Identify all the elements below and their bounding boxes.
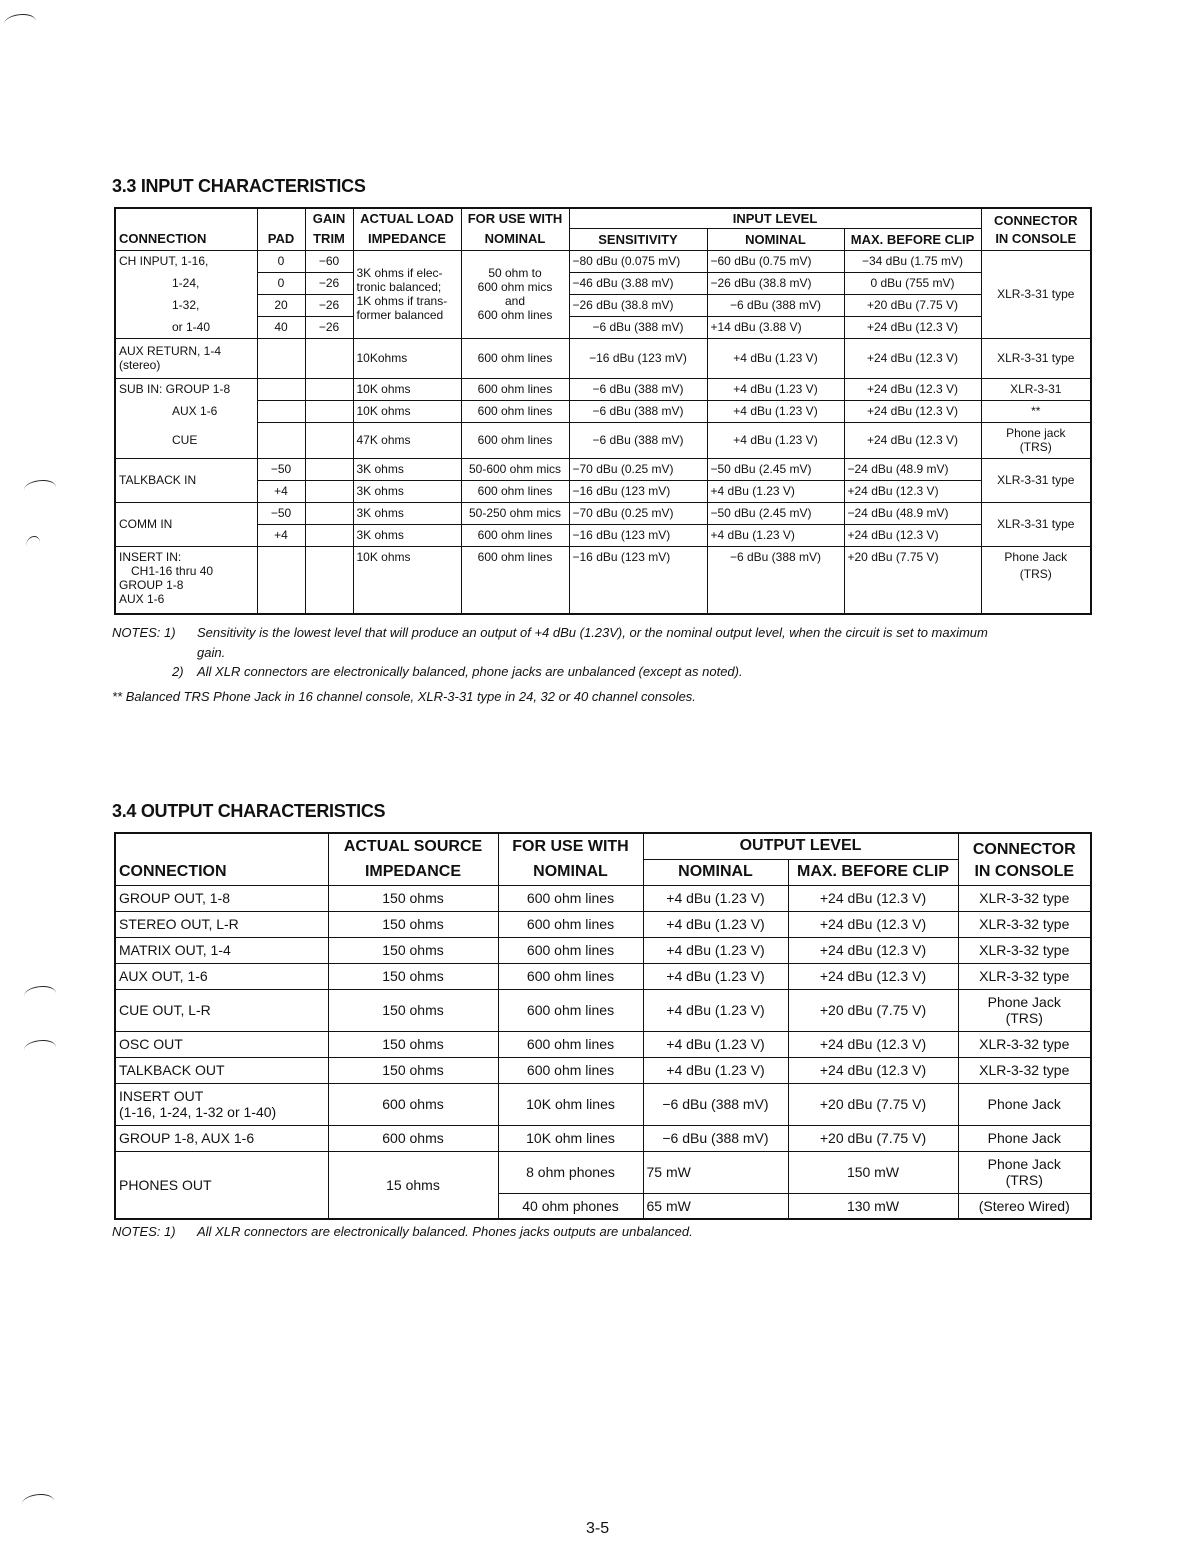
nominal-value: +4 dBu (1.23 V) [643,911,788,937]
header-load: ACTUAL LOAD [353,208,461,228]
connector-value: ** [981,400,1091,422]
ch-input-name: 1-24, [115,272,257,294]
nominal-value: +4 dBu (1.23 V) [707,480,844,502]
pad-value: 0 [257,250,305,272]
max-clip-value: −34 dBu (1.75 mV) [844,250,981,272]
header-impedance: IMPEDANCE [353,228,461,250]
sensitivity-value: −46 dBu (3.88 mV) [569,272,707,294]
scan-mark [24,1040,56,1057]
impedance-value: 600 ohms [328,1083,498,1125]
max-clip-value: +24 dBu (12.3 V) [844,400,981,422]
table-row [115,937,1091,963]
table-row [115,1083,1091,1125]
max-clip-value: +24 dBu (12.3 V) [788,885,958,911]
header-connector: CONNECTOR [981,208,1091,228]
connector-value: XLR-3-31 [981,378,1091,400]
table-row [115,911,1091,937]
output-note-1: All XLR connectors are electronically balanced. Phones jacks outputs are unbalanced. [197,1224,693,1239]
pad-value: 0 [257,272,305,294]
nominal-value: +4 dBu (1.23 V) [707,378,844,400]
max-clip-value: 0 dBu (755 mV) [844,272,981,294]
sensitivity-value: −6 dBu (388 mV) [569,378,707,400]
max-clip-value: +24 dBu (12.3 V) [844,316,981,338]
pad-value: +4 [257,524,305,546]
sensitivity-value: −16 dBu (123 mV) [569,524,707,546]
max-clip-value: +24 dBu (12.3 V) [788,1031,958,1057]
table-row [115,885,1091,911]
pad-value: 20 [257,294,305,316]
max-clip-value: +24 dBu (12.3 V) [844,338,981,378]
sensitivity-value: −16 dBu (123 mV) [569,546,707,614]
header-output-level: OUTPUT LEVEL [643,833,958,859]
header-max-clip: MAX. BEFORE CLIP [788,859,958,885]
header-gain: GAIN [305,208,353,228]
connector-value: Phone Jack [958,1083,1091,1125]
use-value: 10K ohm lines [498,1083,643,1125]
header-connection: CONNECTION [115,228,257,250]
impedance-value: 600 ohms [328,1125,498,1151]
impedance-value: 3K ohms [353,524,461,546]
ch-input-use-with: 50 ohm to 600 ohm mics and 600 ohm lines [461,250,569,338]
output-name: GROUP OUT, 1-8 [115,885,328,911]
use-value: 10K ohm lines [498,1125,643,1151]
header-nominal: NOMINAL [498,859,643,885]
impedance-value: 150 ohms [328,911,498,937]
impedance-value: 150 ohms [328,989,498,1031]
nominal-value: −6 dBu (388 mV) [643,1083,788,1125]
impedance-value: 47K ohms [353,422,461,458]
comm-connector: XLR-3-31 type [981,502,1091,546]
table-row [115,1125,1091,1151]
connector-value: XLR-3-32 type [958,1057,1091,1083]
connector-value: XLR-3-31 type [981,338,1091,378]
output-name: PHONES OUT [115,1151,328,1219]
insert-in-name: INSERT IN: CH1-16 thru 40 GROUP 1-8 AUX 1-6 [115,546,257,614]
scan-mark [24,480,56,497]
connector-value: XLR-3-32 type [958,885,1091,911]
nominal-value: +4 dBu (1.23 V) [707,400,844,422]
table-row [115,1151,1091,1193]
nominal-value: −50 dBu (2.45 mV) [707,502,844,524]
max-clip-value: +24 dBu (12.3 V) [788,937,958,963]
impedance-value: 150 ohms [328,1031,498,1057]
ch-input-impedance: 3K ohms if elec- tronic balanced; 1K ohms if trans- former balanced [353,250,461,338]
nominal-value: +4 dBu (1.23 V) [643,963,788,989]
header-trim: TRIM [305,228,353,250]
nominal-value: +14 dBu (3.88 V) [707,316,844,338]
input-note-2: All XLR connectors are electronically balanced, phone jacks are unbalanced (except as noted). [197,664,743,679]
output-name: CUE OUT, L-R [115,989,328,1031]
table-row [115,963,1091,989]
connector-value: XLR-3-32 type [958,937,1091,963]
impedance-value: 10K ohms [353,400,461,422]
sensitivity-value: −16 dBu (123 mV) [569,480,707,502]
sensitivity-value: −6 dBu (388 mV) [569,422,707,458]
sub-in-cue-name: CUE [115,422,257,458]
use-value: 600 ohm lines [498,911,643,937]
use-value: 600 ohm lines [461,422,569,458]
impedance-value: 150 ohms [328,1057,498,1083]
max-clip-value: +24 dBu (12.3 V) [844,480,981,502]
nominal-value: +4 dBu (1.23 V) [643,937,788,963]
nominal-value: −6 dBu (388 mV) [707,294,844,316]
connector-value: XLR-3-32 type [958,1031,1091,1057]
max-clip-value: +20 dBu (7.75 V) [788,1083,958,1125]
scan-mark [24,986,56,1003]
input-section-title: 3.3 INPUT CHARACTERISTICS [112,176,366,196]
nominal-value: −26 dBu (38.8 mV) [707,272,844,294]
impedance-value: 3K ohms [353,502,461,524]
nominal-value: +4 dBu (1.23 V) [707,338,844,378]
max-clip-value: +24 dBu (12.3 V) [788,1057,958,1083]
input-characteristics-table [114,207,1092,615]
max-clip-value: +20 dBu (7.75 V) [844,294,981,316]
header-connector: CONNECTOR [958,833,1091,859]
sub-in-name: SUB IN: GROUP 1-8 [115,378,257,400]
header-impedance: IMPEDANCE [328,859,498,885]
table-row [115,1031,1091,1057]
sensitivity-value: −6 dBu (388 mV) [569,316,707,338]
nominal-value: +4 dBu (1.23 V) [707,524,844,546]
output-section-title: 3.4 OUTPUT CHARACTERISTICS [112,801,386,821]
connector-value: Phone Jack (TRS) [981,546,1091,614]
max-clip-value: +20 dBu (7.75 V) [788,989,958,1031]
connector-value: XLR-3-32 type [958,963,1091,989]
connector-value: Phone Jack [958,1125,1091,1151]
use-value: 600 ohm lines [498,963,643,989]
impedance-value: 10Kohms [353,338,461,378]
impedance-value: 10K ohms [353,378,461,400]
trim-value: −26 [305,316,353,338]
use-value: 40 ohm phones [498,1193,643,1219]
max-clip-value: +20 dBu (7.75 V) [788,1125,958,1151]
output-name: MATRIX OUT, 1-4 [115,937,328,963]
ch-input-name: or 1-40 [115,316,257,338]
output-name: STEREO OUT, L-R [115,911,328,937]
use-value: 600 ohm lines [461,546,569,614]
use-value: 600 ohm lines [461,338,569,378]
use-value: 600 ohm lines [498,937,643,963]
use-value: 600 ohm lines [461,378,569,400]
max-clip-value: −24 dBu (48.9 mV) [844,458,981,480]
input-note-1: Sensitivity is the lowest level that will produce an output of +4 dBu (1.23V), or the nominal output level, when the circuit is set to maximum [197,625,988,640]
output-name: GROUP 1-8, AUX 1-6 [115,1125,328,1151]
use-value: 600 ohm lines [498,1031,643,1057]
max-clip-value: +20 dBu (7.75 V) [844,546,981,614]
talkback-connector: XLR-3-31 type [981,458,1091,502]
max-clip-value: +24 dBu (12.3 V) [844,422,981,458]
output-characteristics-table [114,832,1092,1220]
scan-mark [26,536,40,553]
trim-value: −26 [305,272,353,294]
sensitivity-value: −26 dBu (38.8 mV) [569,294,707,316]
nominal-value: −6 dBu (388 mV) [707,546,844,614]
comm-in-name: COMM IN [115,502,257,546]
use-value: 600 ohm lines [461,480,569,502]
pad-value: −50 [257,502,305,524]
input-note-2-label: 2) [172,664,184,679]
header-in-console: IN CONSOLE [958,859,1091,885]
nominal-value: +4 dBu (1.23 V) [707,422,844,458]
ch-input-name: 1-32, [115,294,257,316]
impedance-value: 3K ohms [353,458,461,480]
impedance-value: 10K ohms [353,546,461,614]
use-value: 8 ohm phones [498,1151,643,1193]
scan-mark [4,14,36,31]
connector-value: Phone Jack (TRS) [958,989,1091,1031]
sensitivity-value: −70 dBu (0.25 mV) [569,502,707,524]
trim-value: −60 [305,250,353,272]
ch-input-connector: XLR-3-31 type [981,250,1091,338]
header-connection: CONNECTION [115,859,328,885]
trim-value: −26 [305,294,353,316]
nominal-value: −6 dBu (388 mV) [643,1125,788,1151]
sub-in-aux-name: AUX 1-6 [115,400,257,422]
ch-input-name: CH INPUT, 1-16, [115,250,257,272]
table-row [115,1057,1091,1083]
header-use: FOR USE WITH [461,208,569,228]
impedance-value: 15 ohms [328,1151,498,1219]
output-name: TALKBACK OUT [115,1057,328,1083]
header-nominal: NOMINAL [461,228,569,250]
nominal-value: +4 dBu (1.23 V) [643,1031,788,1057]
nominal-value: −60 dBu (0.75 mV) [707,250,844,272]
nominal-value: −50 dBu (2.45 mV) [707,458,844,480]
header-source: ACTUAL SOURCE [328,833,498,859]
max-clip-value: +24 dBu (12.3 V) [788,911,958,937]
input-note-3: ** Balanced TRS Phone Jack in 16 channel console, XLR-3-31 type in 24, 32 or 40 channel consoles. [112,689,696,704]
connector-value: (Stereo Wired) [958,1193,1091,1219]
nominal-value: 75 mW [643,1151,788,1193]
connector-value: Phone Jack (TRS) [958,1151,1091,1193]
use-value: 600 ohm lines [498,885,643,911]
use-value: 50-250 ohm mics [461,502,569,524]
pad-value: +4 [257,480,305,502]
talkback-in-name: TALKBACK IN [115,458,257,502]
header-in-console: IN CONSOLE [981,228,1091,250]
use-value: 600 ohm lines [498,1057,643,1083]
header-max-clip: MAX. BEFORE CLIP [844,228,981,250]
use-value: 50-600 ohm mics [461,458,569,480]
nominal-value: +4 dBu (1.23 V) [643,989,788,1031]
output-name: INSERT OUT (1-16, 1-24, 1-32 or 1-40) [115,1083,328,1125]
page-number: 3-5 [586,1520,610,1537]
pad-value: 40 [257,316,305,338]
use-value: 600 ohm lines [461,400,569,422]
impedance-value: 150 ohms [328,963,498,989]
sensitivity-value: −6 dBu (388 mV) [569,400,707,422]
header-level-nominal: NOMINAL [643,859,788,885]
max-clip-value: −24 dBu (48.9 mV) [844,502,981,524]
header-blank [115,208,257,228]
use-value: 600 ohm lines [461,524,569,546]
use-value: 600 ohm lines [498,989,643,1031]
impedance-value: 150 ohms [328,937,498,963]
max-clip-value: +24 dBu (12.3 V) [788,963,958,989]
header-input-level: INPUT LEVEL [569,208,981,228]
sensitivity-value: −16 dBu (123 mV) [569,338,707,378]
connector-value: XLR-3-32 type [958,911,1091,937]
table-row [115,989,1091,1031]
max-clip-value: 130 mW [788,1193,958,1219]
impedance-value: 150 ohms [328,885,498,911]
max-clip-value: +24 dBu (12.3 V) [844,378,981,400]
header-level-nominal: NOMINAL [707,228,844,250]
output-note-1-label: NOTES: 1) [112,1224,176,1239]
connector-value: Phone jack (TRS) [981,422,1091,458]
header-sensitivity: SENSITIVITY [569,228,707,250]
max-clip-value: 150 mW [788,1151,958,1193]
header-pad: PAD [257,228,305,250]
scan-mark [22,1494,54,1511]
nominal-value: +4 dBu (1.23 V) [643,885,788,911]
output-name: AUX OUT, 1-6 [115,963,328,989]
header-use: FOR USE WITH [498,833,643,859]
aux-return-name: AUX RETURN, 1-4 (stereo) [115,338,257,378]
impedance-value: 3K ohms [353,480,461,502]
output-name: OSC OUT [115,1031,328,1057]
input-note-1-cont: gain. [197,645,226,660]
nominal-value: +4 dBu (1.23 V) [643,1057,788,1083]
max-clip-value: +24 dBu (12.3 V) [844,524,981,546]
input-note-1-label: NOTES: 1) [112,625,176,640]
sensitivity-value: −70 dBu (0.25 mV) [569,458,707,480]
nominal-value: 65 mW [643,1193,788,1219]
sensitivity-value: −80 dBu (0.075 mV) [569,250,707,272]
pad-value: −50 [257,458,305,480]
